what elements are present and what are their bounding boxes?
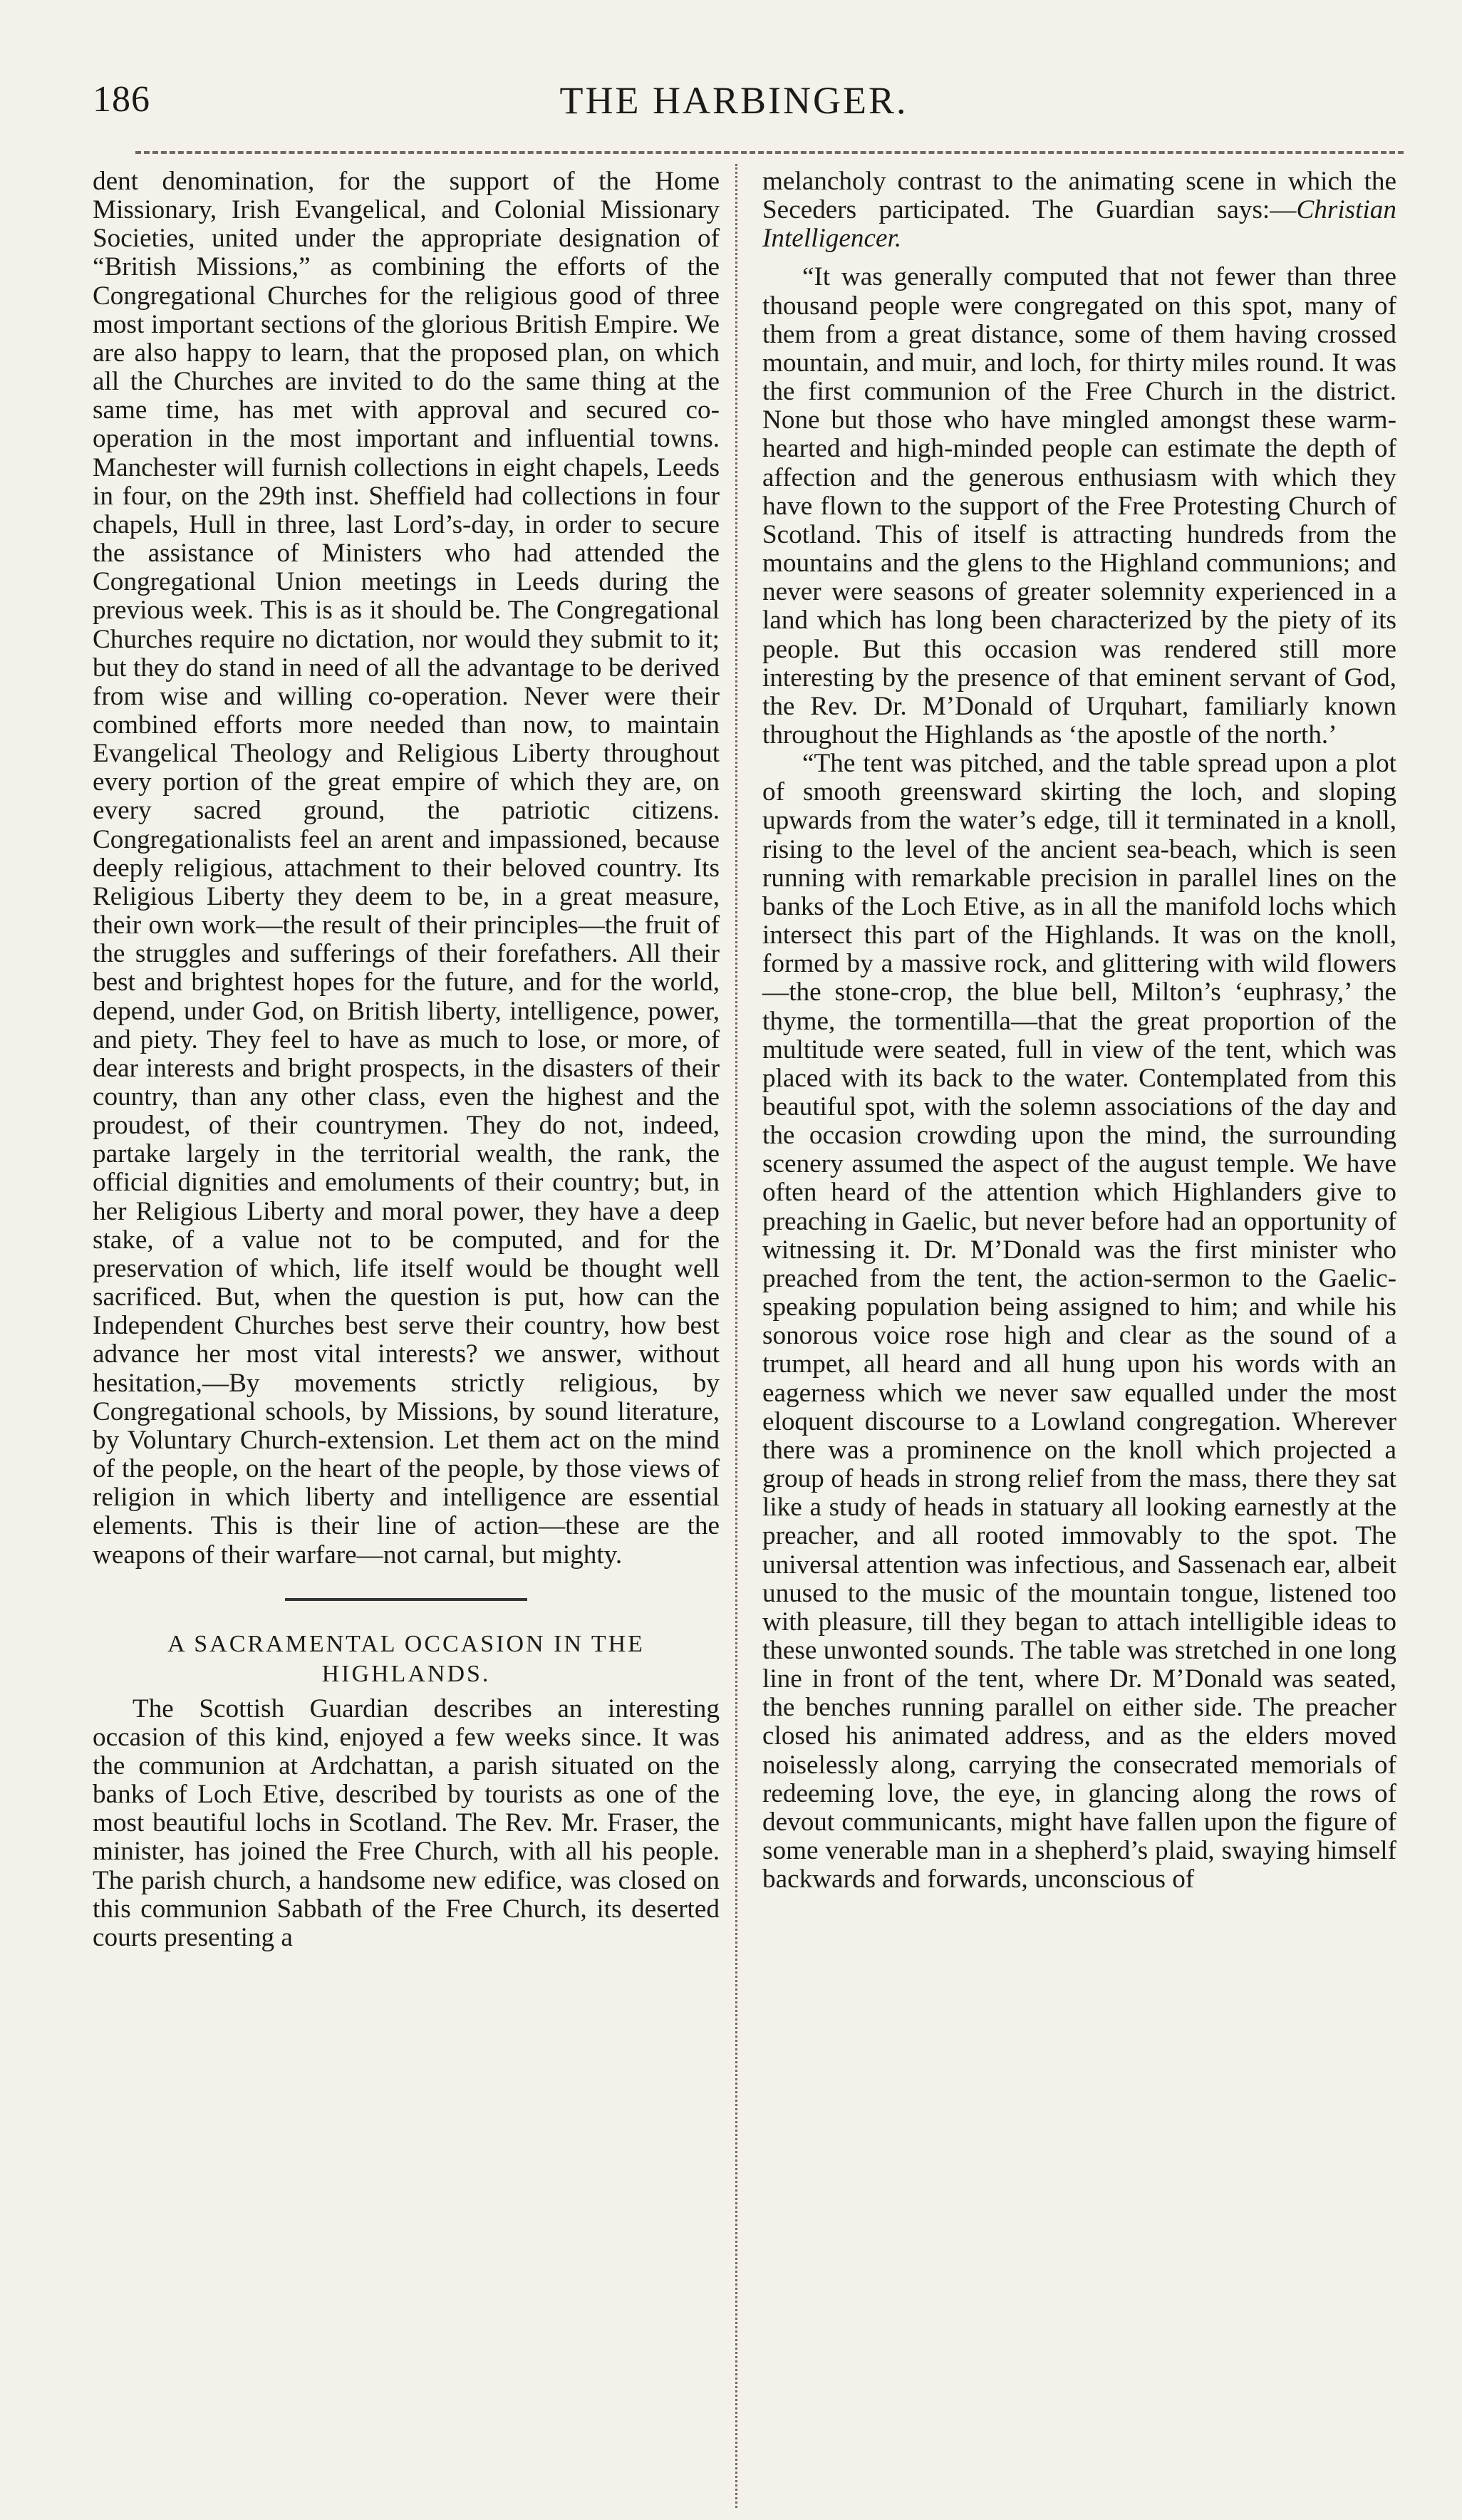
left-paragraph-1: dent denomination, for the support of the Home Missionary, Irish Evangelical, and Colonial Missionary Societies, united under the appropriate designation of “British Missions,” as combining the efforts of the Congregational Churches for the religious good of three most important sections of the glorious British Empire. We are also happy to learn, that the proposed plan, on which all the Churches are invited to do the same thing at the same time, has met with approval and secured co-operation in the most important and influential towns. Manchester will furnish collections in eight chapels, Leeds in four, on the 29th inst. Sheffield had collections in four chapels, Hull in three, last Lord’s-day, in order to secure the assistance of Ministers who had attended the Congregational Union meetings in Leeds during the previous week. This is as it should be. The Congregational Churches require no dictation, nor would they submit to it; but they do stand in need of all the advantage to be derived from wise and willing co-operation. Never were their combined efforts more needed than now, to maintain Evangelical Theology and Religious Liberty throughout every portion of the great empire of which they are, on every sacred ground, the patriotic citizens. Congregationalists feel an arent and impassioned, because deeply religious, attachment to their beloved country. Its Religious Liberty they deem to be, in a great measure, their own work—the result of their principles—the fruit of the struggles and sufferings of their forefathers. All their best and brightest hopes for the future, and for the world, depend, under God, on British liberty, intelligence, power, and piety. They feel to have as much to lose, or more, of dear interests and bright prospects, in the disasters of their country, than any other class, even the highest and the proudest, of their countrymen. They do not, indeed, partake largely in the territorial wealth, the rank, the official dignities and emoluments of their country; but, in her Religious Liberty and moral power, they have a deep stake, of a value not to be computed, and for the preservation of which, life itself would be thought well sacrificed. But, when the question is put, how can the Independent Churches best serve their country, how best advance her most vital interests? we answer, without hesitation,—By movements strictly religious, by Congregational schools, by Missions, by sound literature, by Voluntary Church-extension. Let them act on the mind of the people, on the heart of the people, by those views of religion in which liberty and intelligence are essential elements. This is their line of action—these are the weapons of their warfare—not carnal, but mighty.	[93, 167, 720, 1570]
right-paragraph-1-text: melancholy contrast to the animating scene in which the Seceders participated. The Guardian says:—	[762, 167, 1396, 225]
attribution: Christian Intelligencer.	[762, 195, 1396, 254]
page-header	[93, 78, 1375, 142]
page-number: 186	[93, 79, 150, 120]
left-paragraph-2: The Scottish Guardian describes an interesting occasion of this kind, enjoyed a few weeks since. It was the communion at Ardchattan, a parish situated on the banks of Loch Etive, described by tourists as one of the most beautiful lochs in Scotland. The Rev. Mr. Fraser, the minister, has joined the Free Church, with all his people. The parish church, a handsome new edifice, was closed on this communion Sabbath of the Free Church, its deserted courts presenting a	[93, 1694, 720, 1952]
section-rule	[285, 1598, 527, 1601]
right-paragraph-3: “The tent was pitched, and the table spread upon a plot of smooth greensward skirting the loch, and sloping upwards from the water’s edge, till it terminated in a knoll, rising to the level of the ancient sea-beach, which is seen running with remarkable precision in parallel lines on the banks of the Loch Etive, as in all the manifold lochs which intersect this part of the Highlands. It was on the knoll, formed by a massive rock, and glittering with wild flowers—the stone-crop, the blue bell, Milton’s ‘euphrasy,’ the thyme, the tormentilla—that the great proportion of the multitude were seated, full in view of the tent, which was placed with its back to the water. Contemplated from this beautiful spot, with the solemn associations of the day and the occasion crowding upon the mind, the surrounding scenery assumed the aspect of the august temple. We have often heard of the attention which Highlanders give to preaching in Gaelic, but never before had an opportunity of witnessing it. Dr. M’Donald was the first minister who preached from the tent, the action-sermon to the Gaelic-speaking population being assigned to him; and while his sonorous voice rose high and clear as the sound of a trumpet, all heard and all hung upon his words with an eagerness which we never saw equalled under the most eloquent discourse to a Lowland congregation. Wherever there was a prominence on the knoll which projected a group of heads in strong relief from the mass, there they sat like a study of heads in statuary all looking earnestly at the preacher, and all rooted immovably to the spot. The universal attention was infectious, and Sassenach ear, albeit unused to the music of the mountain tongue, listened too with pleasure, till they began to attach intelligible ideas to these unwonted sounds. The table was stretched in one long line in front of the tent, where Dr. M’Donald was seated, the benches running parallel on either side. The preacher closed his animated address, and as the elders moved noiselessly along, carrying the consecrated memorials of redeeming love, the eye, in glancing along the rows of devout communicants, might have fallen upon the figure of some venerable man in a shepherd’s plaid, swaying himself backwards and forwards, unconscious of	[762, 749, 1396, 1894]
right-column	[762, 167, 1396, 1894]
right-paragraph-2: “It was generally computed that not fewer than three thousand people were congregated on this spot, many of them from a great distance, some of them having crossed mountain, and muir, and loch, for thirty miles round. It was the first communion of the Free Church in the district. None but those who have mingled amongst these warm-hearted and high-minded people can estimate the depth of affection and the generous enthusiasm with which they have flown to the support of the Free Protesting Church of Scotland. This of itself is attracting hundreds from the mountains and the glens to the Highland communions; and never were seasons of greater solemnity experienced in a land which has long been characterized by the piety of its people. But this occasion was rendered still more interesting by the presence of that eminent servant of God, the Rev. Dr. M’Donald of Urquhart, familiarly known throughout the Highlands as ‘the apostle of the north.’	[762, 262, 1396, 750]
left-column	[93, 167, 720, 1952]
header-rule	[135, 151, 1404, 154]
paragraph-gap	[762, 253, 1396, 263]
right-paragraph-1	[762, 167, 1396, 253]
running-title: THE HARBINGER.	[559, 79, 908, 122]
section-heading: A SACRAMENTAL OCCASION IN THE HIGHLANDS.	[167, 1630, 645, 1687]
column-divider	[735, 164, 737, 2508]
